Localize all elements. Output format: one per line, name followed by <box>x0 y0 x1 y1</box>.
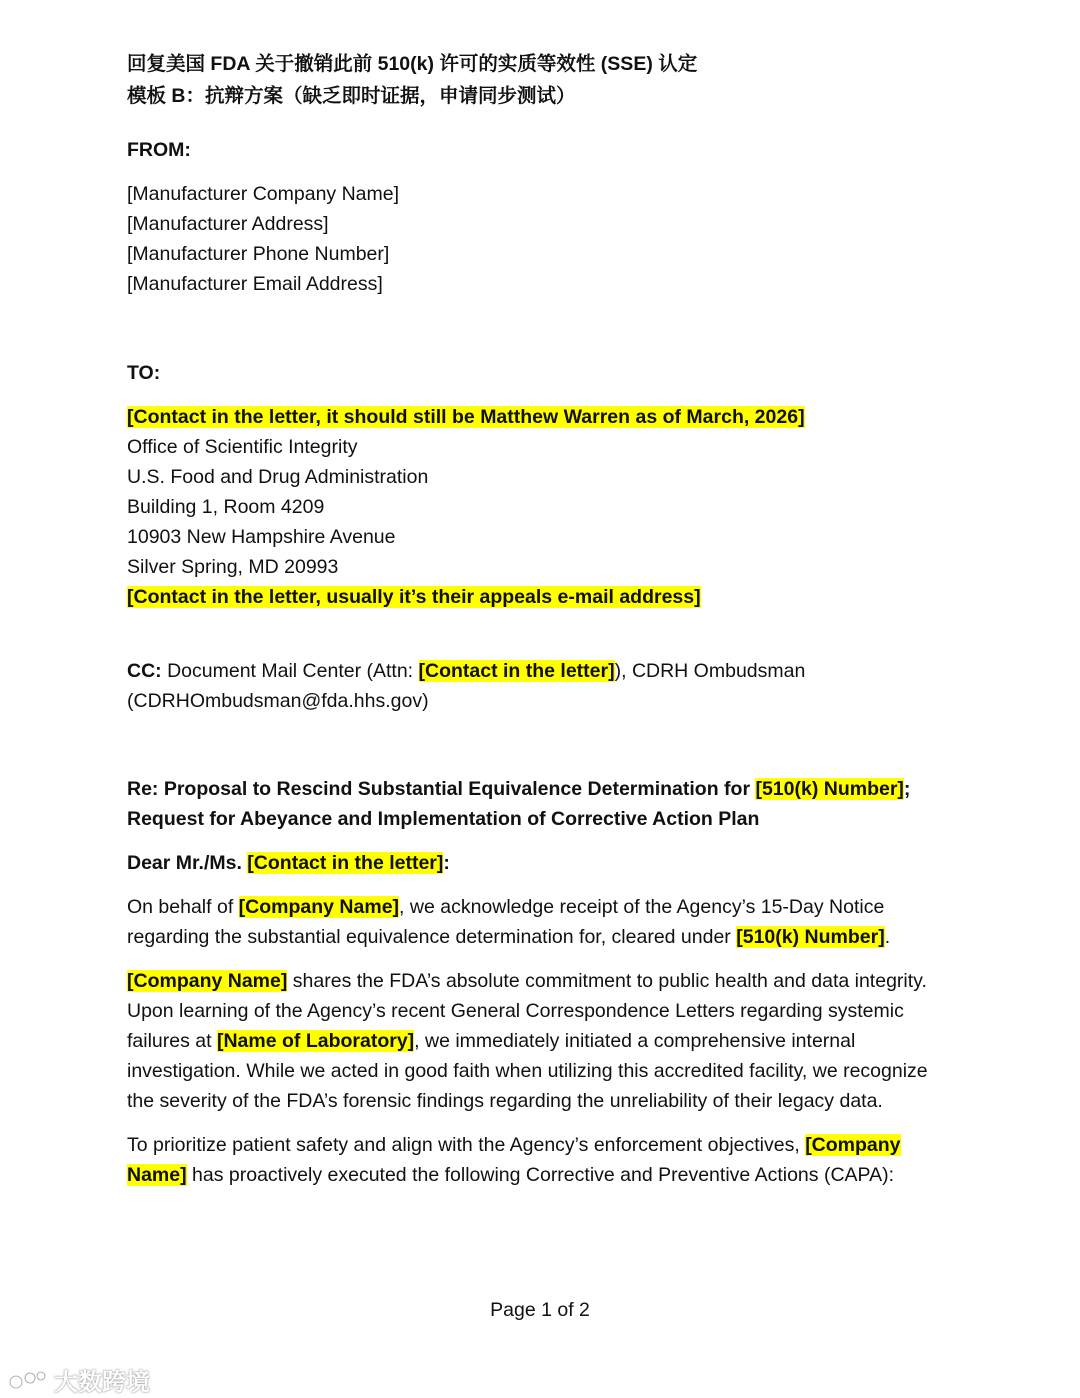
to-label: TO: <box>127 362 161 384</box>
p3-company-placeholder: [Company Name] <box>127 1134 901 1186</box>
cc-placeholder: [Contact in the letter] <box>418 660 615 682</box>
title-line-1: 回复美国 FDA 关于撤销此前 510(k) 许可的实质等效性 (SSE) 认定 <box>127 53 698 75</box>
to-section <box>127 358 957 612</box>
from-phone: [Manufacturer Phone Number] <box>127 243 390 265</box>
re-text-before: Re: Proposal to Rescind Substantial Equivalence Determination for <box>127 778 756 800</box>
cc-line <box>127 656 847 716</box>
p2-lab-placeholder: [Name of Laboratory] <box>216 1030 415 1052</box>
re-text-after: ; Request for Abeyance and Implementation of Corrective Action Plan <box>127 778 911 830</box>
p1-company-placeholder: [Company Name] <box>238 896 400 918</box>
p3-after: has proactively executed the following Corrective and Preventive Actions (CAPA): <box>186 1164 895 1186</box>
salutation-before: Dear Mr./Ms. <box>127 852 248 874</box>
p2-middle: shares the FDA’s absolute commitment to public health and data integrity. Upon learning of the Agency’s recent General Correspondence Letters regarding systemic failures at <box>127 970 927 1052</box>
to-agency: U.S. Food and Drug Administration <box>127 466 429 488</box>
paragraph-1 <box>127 892 957 952</box>
to-email-placeholder: [Contact in the letter, usually it’s their appeals e-mail address] <box>127 586 701 608</box>
letter-page <box>127 48 957 1190</box>
salutation-placeholder: [Contact in the letter] <box>247 852 444 874</box>
p1-after: . <box>884 926 891 948</box>
re-placeholder: [510(k) Number] <box>755 778 904 800</box>
watermark-logo-icon <box>8 1368 48 1392</box>
re-line <box>127 774 957 834</box>
document-header <box>127 48 957 112</box>
to-office: Office of Scientific Integrity <box>127 436 358 458</box>
from-section <box>127 135 957 299</box>
watermark <box>8 1362 150 1397</box>
paragraph-3 <box>127 1130 957 1190</box>
from-label: FROM: <box>127 139 191 161</box>
watermark-text: 大数跨境 <box>54 1369 150 1396</box>
from-company-name: [Manufacturer Company Name] <box>127 183 400 205</box>
page-number: Page 1 of 2 <box>490 1299 590 1321</box>
p1-middle: , we acknowledge receipt of the Agency’s 15-Day Notice regarding the substantial equivalence determination for, cleared under <box>127 896 885 948</box>
cc-label: CC: <box>127 660 162 682</box>
p2-company-placeholder: [Company Name] <box>127 970 288 992</box>
p1-510k-placeholder: [510(k) Number] <box>736 926 885 948</box>
p3-before: To prioritize patient safety and align with the Agency’s enforcement objectives, <box>127 1134 806 1156</box>
p1-before: On behalf of <box>127 896 239 918</box>
cc-text-before: Document Mail Center (Attn: <box>161 660 419 682</box>
p2-after: , we immediately initiated a comprehensive internal investigation. While we acted in good faith when utilizing this accredited facility, we recognize the severity of the FDA’s forensic findings regarding the unreliability of their legacy data. <box>127 1030 928 1112</box>
to-street: 10903 New Hampshire Avenue <box>127 526 396 548</box>
to-city: Silver Spring, MD 20993 <box>127 556 339 578</box>
from-email: [Manufacturer Email Address] <box>127 273 383 295</box>
to-building: Building 1, Room 4209 <box>127 496 325 518</box>
salutation <box>127 848 957 878</box>
cc-text-after: ), CDRH Ombudsman (CDRHOmbudsman@fda.hhs.gov) <box>127 660 806 712</box>
paragraph-2 <box>127 966 957 1116</box>
from-address: [Manufacturer Address] <box>127 213 329 235</box>
to-contact-placeholder: [Contact in the letter, it should still be Matthew Warren as of March, 2026] <box>127 406 805 428</box>
title-line-2: 模板 B：抗辩方案（缺乏即时证据，申请同步测试） <box>127 85 576 107</box>
salutation-after: : <box>443 852 450 874</box>
